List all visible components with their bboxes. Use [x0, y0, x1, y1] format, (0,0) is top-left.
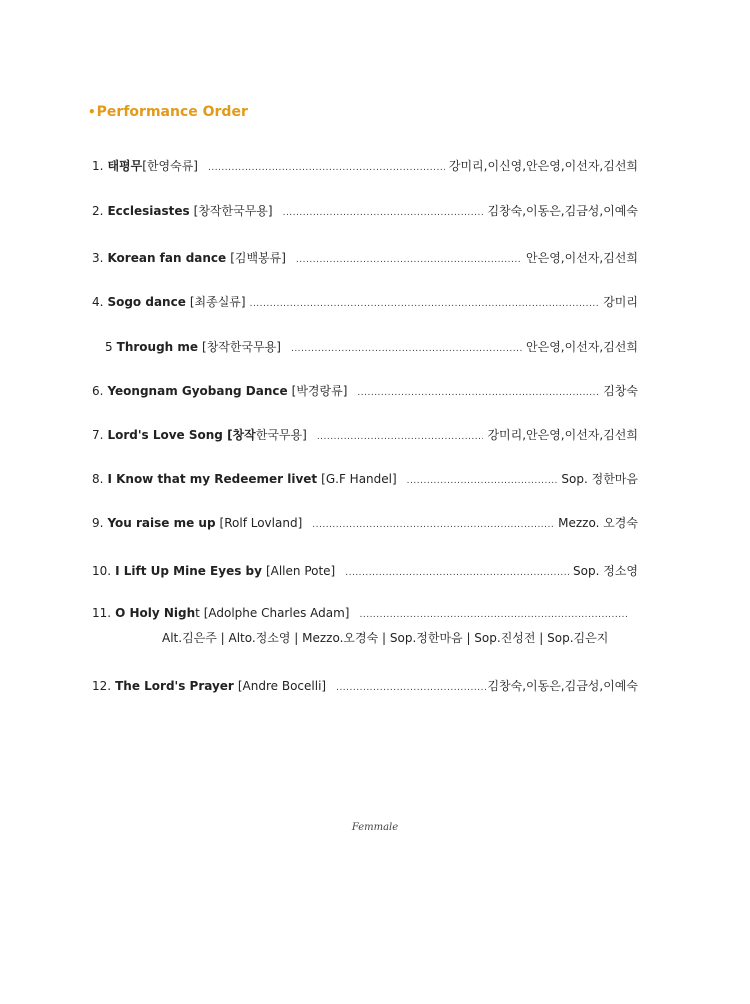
item-title: Ecclesiastes	[107, 204, 190, 218]
program-item-11	[92, 606, 632, 620]
item-title: Sogo dance	[107, 295, 186, 309]
leader-dots	[317, 432, 484, 442]
item-performers: 김창숙,이동은,김금성,이예숙	[487, 679, 638, 693]
item-title: You raise me up	[107, 516, 216, 530]
item-subtitle: 한국무용]	[255, 428, 307, 442]
leader-dots	[359, 610, 628, 620]
program-item-6	[92, 382, 638, 399]
program-item-1	[92, 157, 638, 174]
item-title: 태평무	[107, 159, 143, 173]
item-subtitle: [Rolf Lovland]	[219, 516, 303, 530]
item-performers: Mezzo. 오경숙	[558, 516, 638, 530]
item-title: I Lift Up Mine Eyes by	[115, 564, 262, 578]
item-subtitle: [창작한국무용]	[202, 340, 281, 354]
heading-bullet: •	[88, 105, 96, 119]
item-performers: 강미리,이신영,안은영,이선자,김선희	[448, 159, 638, 173]
item-number: 2.	[92, 204, 104, 218]
leader-dots	[250, 299, 600, 309]
item-performers: 강미리	[603, 295, 638, 309]
item-title: Yeongnam Gyobang Dance	[107, 384, 288, 398]
item-performers: 강미리,안은영,이선자,김선희	[487, 428, 638, 442]
item-number: 9.	[92, 516, 104, 530]
item-subtitle: [박경랑류]	[291, 384, 348, 398]
item-title: The Lord's Prayer	[115, 679, 234, 693]
program-item-5	[105, 338, 638, 355]
program-item-7	[92, 426, 638, 443]
item-performers: Sop. 정한마음	[561, 472, 638, 486]
item-number: 1.	[92, 159, 104, 173]
item-subtitle: [최종실류]	[189, 295, 246, 309]
item-number: 4.	[92, 295, 104, 309]
leader-dots	[283, 208, 484, 218]
item-subtitle: [Andre Bocelli]	[237, 679, 327, 693]
program-item-3	[92, 249, 638, 266]
leader-dots	[345, 568, 569, 578]
program-item-10	[92, 562, 638, 579]
item-performers: 안은영,이선자,김선희	[526, 340, 638, 354]
leader-dots	[336, 683, 487, 693]
item-subtitle: t [Adolphe Charles Adam]	[195, 606, 350, 620]
item-number: 7.	[92, 428, 104, 442]
program-item-2	[92, 202, 638, 219]
section-heading	[88, 104, 248, 120]
footer-signature: Femmale	[351, 822, 399, 833]
item-title: O Holy Nigh	[115, 606, 196, 620]
leader-dots	[357, 388, 599, 398]
leader-dots	[407, 476, 558, 486]
leader-dots	[296, 255, 522, 265]
item-number: 6.	[92, 384, 104, 398]
program-item-4	[92, 293, 638, 310]
heading-text: Performance Order	[96, 104, 248, 120]
item-subtitle: [창작한국무용]	[193, 204, 273, 218]
item-11-performers: Alt.김은주 | Alto.정소영 | Mezzo.오경숙 | Sop.정한마음 | Sop.진성전 | Sop.김은지	[162, 631, 609, 645]
program-item-12	[92, 677, 638, 694]
item-title: I Know that my Redeemer livet	[107, 472, 318, 486]
item-number: 3.	[92, 251, 104, 265]
item-performers: 김창숙	[603, 384, 638, 398]
program-item-9	[92, 514, 638, 531]
program-item-8	[92, 470, 638, 487]
item-performers: Sop. 정소영	[573, 564, 638, 578]
item-number: 10.	[92, 564, 112, 578]
leader-dots	[312, 520, 554, 530]
item-title: Lord's Love Song [창작	[107, 428, 256, 442]
item-number: 11.	[92, 606, 112, 620]
item-number: 5	[105, 340, 113, 354]
item-subtitle: [한영숙류]	[142, 159, 198, 173]
item-subtitle: [김백봉류]	[230, 251, 286, 265]
item-performers: 김창숙,이동은,김금성,이예숙	[487, 204, 638, 218]
item-number: 8.	[92, 472, 104, 486]
item-title: Korean fan dance	[107, 251, 227, 265]
leader-dots	[208, 163, 445, 173]
item-subtitle: [G.F Handel]	[321, 472, 397, 486]
item-subtitle: [Allen Pote]	[265, 564, 336, 578]
item-performers: 안은영,이선자,김선희	[526, 251, 638, 265]
leader-dots	[291, 344, 522, 354]
item-number: 12.	[92, 679, 112, 693]
item-title: Through me	[116, 340, 199, 354]
